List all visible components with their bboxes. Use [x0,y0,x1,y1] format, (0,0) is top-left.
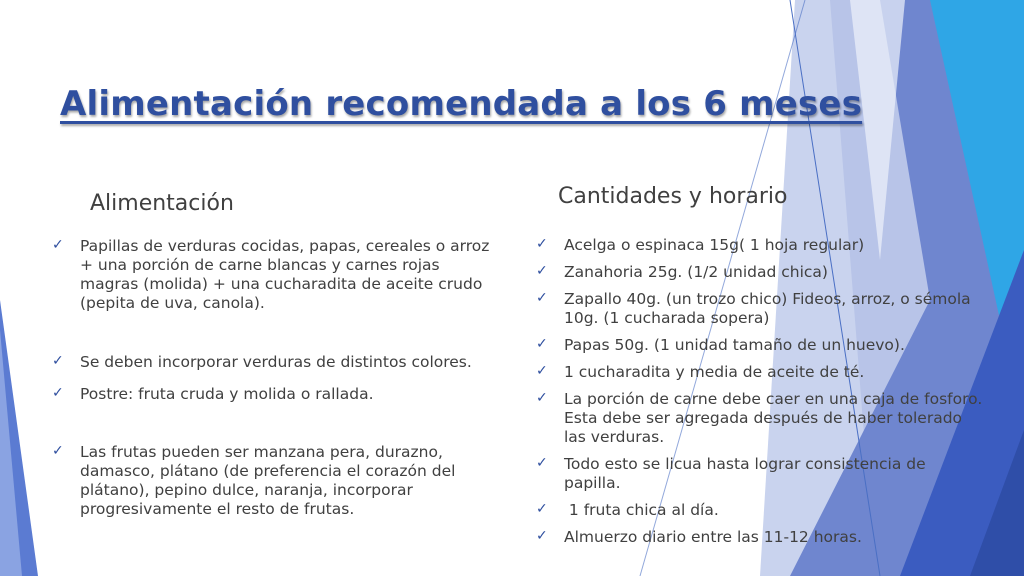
list-item [536,336,986,355]
list-item [536,501,986,520]
list-item [536,528,986,547]
list-item [536,236,986,255]
left-column-heading: Alimentación [90,191,234,216]
checkmark-icon: ✓ [52,443,64,459]
list-item-text: 1 cucharadita y media de aceite de té. [564,363,865,381]
checkmark-icon: ✓ [536,236,548,252]
list-item-text: 1 fruta chica al día. [564,501,719,519]
list-item [536,290,986,328]
checkmark-icon: ✓ [536,363,548,379]
list-item-text: La porción de carne debe caer en una caja de fosforo. Esta debe ser agregada después de haber tolerado las verduras. [564,390,983,446]
checkmark-icon: ✓ [52,353,64,369]
list-item [52,237,492,313]
list-item-text: Papas 50g. (1 unidad tamaño de un huevo). [564,336,905,354]
list-item [536,263,986,282]
list-item-text: Zanahoria 25g. (1/2 unidad chica) [564,263,828,281]
list-item [52,443,492,519]
list-item-text: Zapallo 40g. (un trozo chico) Fideos, arroz, o sémola 10g. (1 cucharada sopera) [564,290,971,327]
slide-title: Alimentación recomendada a los 6 meses [60,84,863,124]
list-item-text: Se deben incorporar verduras de distintos colores. [80,353,472,371]
checkmark-icon: ✓ [536,528,548,544]
checkmark-icon: ✓ [536,290,548,306]
list-item-text: Postre: fruta cruda y molida o rallada. [80,385,374,403]
checkmark-icon: ✓ [536,263,548,279]
list-item-text: Las frutas pueden ser manzana pera, durazno, damasco, plátano (de preferencia el corazón del plátano), pepino dulce, naranja, incorporar progresivamente el resto de frutas. [80,443,456,518]
list-item [52,385,492,404]
checkmark-icon: ✓ [536,501,548,517]
checkmark-icon: ✓ [52,237,64,253]
list-item [536,455,986,493]
list-item [536,390,986,447]
list-item-text: Almuerzo diario entre las 11-12 horas. [564,528,862,546]
checkmark-icon: ✓ [536,336,548,352]
left-bullet-list [52,237,492,519]
list-item-text: Papillas de verduras cocidas, papas, cereales o arroz + una porción de carne blancas y carnes rojas magras (molida) + una cucharadita de aceite crudo (pepita de uva, canola). [80,237,490,312]
right-bullet-list [536,236,986,547]
checkmark-icon: ✓ [536,390,548,406]
list-item [52,353,492,372]
checkmark-icon: ✓ [536,455,548,471]
list-item-text: Acelga o espinaca 15g( 1 hoja regular) [564,236,865,254]
list-item-text: Todo esto se licua hasta lograr consistencia de papilla. [564,455,926,492]
right-column-heading: Cantidades y horario [558,184,788,209]
checkmark-icon: ✓ [52,385,64,401]
list-item [536,363,986,382]
